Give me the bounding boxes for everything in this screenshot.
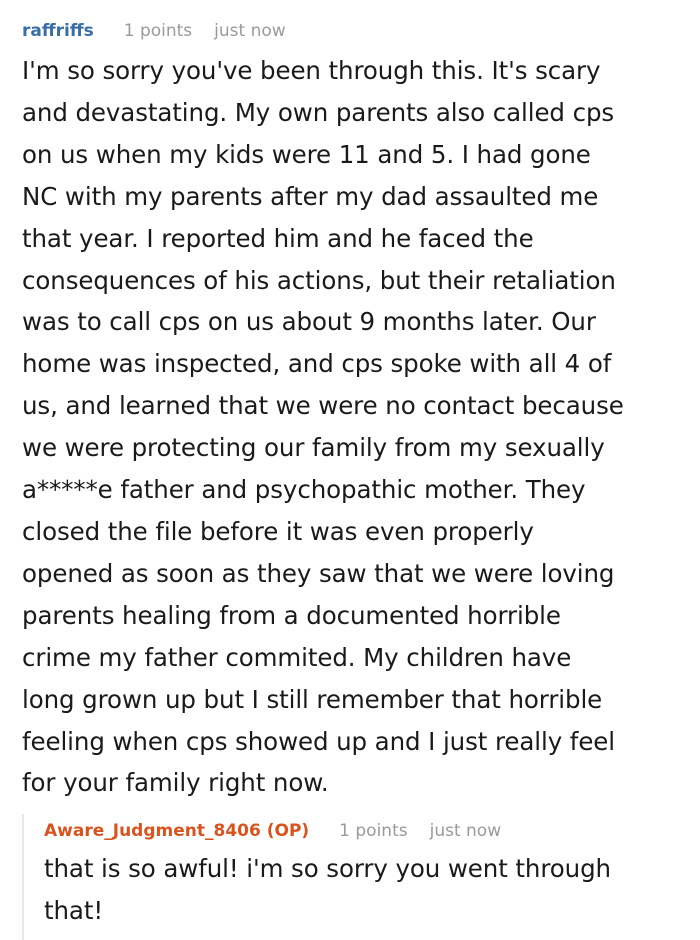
comment-body bbox=[22, 50, 682, 804]
comment-body-line: was to call cps on us about 9 months later. Our bbox=[22, 307, 596, 337]
comment-body-line: feeling when cps showed up and I just really feel bbox=[22, 726, 615, 756]
reply-body bbox=[44, 848, 682, 932]
comment-body-line: a*****e father and psychopathic mother. They bbox=[22, 475, 586, 505]
comment-body-line: on us when my kids were 11 and 5. I had gone bbox=[22, 139, 591, 169]
reply-body-line: that! bbox=[44, 895, 104, 925]
comment-meta bbox=[22, 14, 682, 48]
comment-body-line: long grown up but I still remember that horrible bbox=[22, 684, 603, 714]
comment-points: 1 points bbox=[123, 21, 193, 41]
comment-body-line: I'm so sorry you've been through this. It's scary bbox=[22, 56, 601, 85]
comment-body-line: for your family right now. bbox=[22, 768, 329, 798]
comment-body-line: consequences of his actions, but their retaliation bbox=[22, 265, 616, 295]
comment-body-line: NC with my parents after my dad assaulted me bbox=[22, 181, 599, 211]
comment-body-line: and devastating. My own parents also called cps bbox=[22, 97, 615, 127]
reply-meta bbox=[44, 814, 682, 848]
comment-body-line: us, and learned that we were no contact because bbox=[22, 391, 624, 421]
comment bbox=[22, 14, 682, 804]
reply-timestamp: just now bbox=[429, 821, 502, 841]
comment-body-line: crime my father commited. My children have bbox=[22, 642, 572, 672]
comment-body-line: home was inspected, and cps spoke with all 4 of bbox=[22, 349, 612, 379]
comment-body-line: we were protecting our family from my sexually bbox=[22, 433, 605, 463]
comment-body-line: that year. I reported him and he faced the bbox=[22, 223, 534, 253]
comment-body-line: closed the file before it was even properly bbox=[22, 516, 534, 546]
comment-body-line: opened as soon as they saw that we were loving bbox=[22, 558, 615, 588]
reply-comment bbox=[22, 814, 682, 940]
comment-timestamp: just now bbox=[214, 21, 286, 41]
reply-body-line: that is so awful! i'm so sorry you went through bbox=[44, 854, 611, 883]
reply-points: 1 points bbox=[339, 821, 408, 841]
comment-username[interactable]: raffriffs bbox=[22, 21, 94, 41]
comment-body-line: parents healing from a documented horrible bbox=[22, 600, 561, 630]
reply-username[interactable]: Aware_Judgment_8406 (OP) bbox=[44, 821, 310, 841]
